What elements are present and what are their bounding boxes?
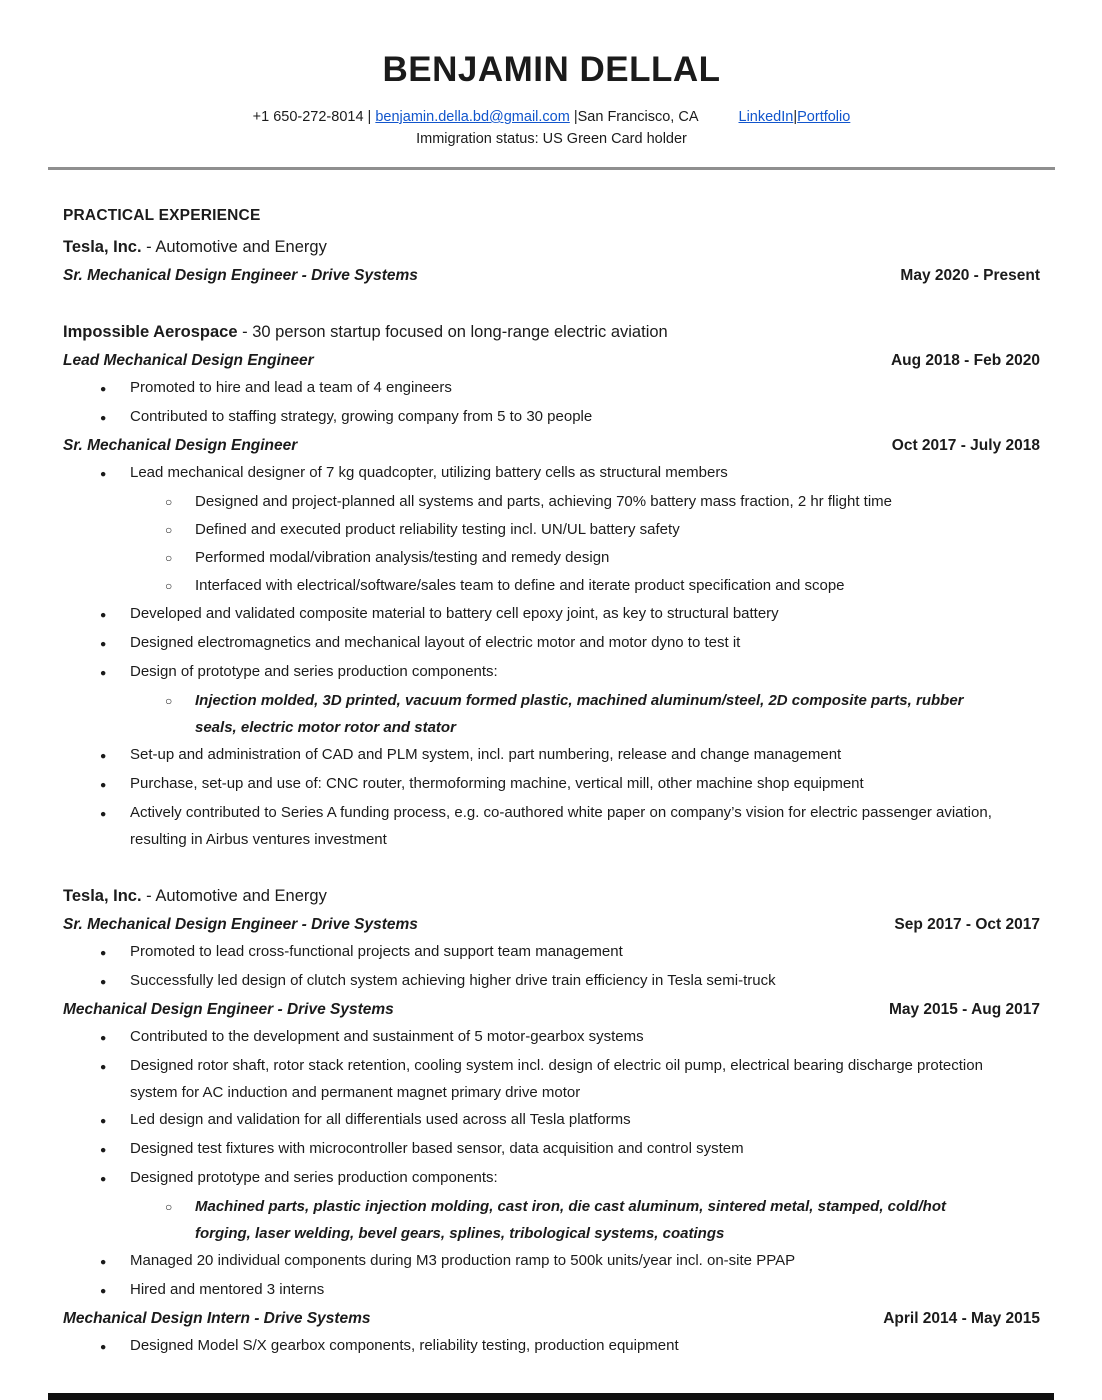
phone: +1 650-272-8014 (252, 109, 364, 125)
header-divider (48, 167, 1055, 170)
company-line (63, 882, 1040, 911)
location: San Francisco, CA (577, 109, 699, 125)
separator: | (793, 109, 798, 125)
contact-line (63, 106, 1040, 128)
bullet-icon: ● (100, 1032, 107, 1044)
bullet-text: Designed rotor shaft, rotor stack retention, cooling system incl. design of electric oil pump, electrical bearing discharge protection system for AC induction and permanent magnet primary drive motor (130, 1057, 983, 1101)
bullet-icon: ● (100, 609, 107, 621)
sub-bullet-item (63, 544, 1040, 572)
bullet-text: Purchase, set-up and use of: CNC router, thermoforming machine, vertical mill, other machine shop equipment (130, 775, 864, 792)
experience-entry-tesla-earlier (63, 882, 1040, 1361)
bullet-text: Promoted to lead cross-functional projects and support team management (130, 943, 623, 960)
bullet-icon: ● (100, 1285, 107, 1297)
bullet-icon: ● (100, 947, 107, 959)
separator: | (569, 109, 578, 125)
bullet-text: Injection molded, 3D printed, vacuum formed plastic, machined aluminum/steel, 2D composite parts, rubber seals, electric motor rotor and stator (195, 692, 964, 736)
email-link[interactable]: benjamin.della.bd@gmail.com (375, 109, 570, 125)
company-line (63, 233, 1040, 262)
role-dates: April 2014 - May 2015 (883, 1310, 1040, 1327)
bullet-icon: ● (100, 808, 107, 820)
role-line (63, 911, 1040, 938)
sub-bullet-item (63, 516, 1040, 544)
sub-bullet-item-emphasis (63, 1193, 1040, 1247)
bullet-item (63, 799, 1040, 853)
role-line (63, 432, 1040, 459)
bullet-item (63, 658, 1040, 687)
bullet-text: Developed and validated composite material to battery cell epoxy joint, as key to structural battery (130, 605, 779, 622)
bullet-text: Hired and mentored 3 interns (130, 1281, 325, 1298)
bullet-item (63, 1332, 1040, 1361)
immigration-status: Immigration status: US Green Card holder (416, 131, 687, 147)
bullet-icon: ● (100, 1144, 107, 1156)
company-desc: - Automotive and Energy (141, 238, 327, 256)
bullet-icon: ● (100, 1256, 107, 1268)
company-name: Tesla, Inc. (63, 887, 142, 905)
bullet-text: Lead mechanical designer of 7 kg quadcopter, utilizing battery cells as structural members (130, 464, 728, 481)
company-line (63, 318, 1040, 347)
bullet-text: Performed modal/vibration analysis/testing and remedy design (195, 549, 610, 566)
bullet-icon: ● (100, 1061, 107, 1073)
role-title: Mechanical Design Engineer - Drive Systems (63, 1001, 394, 1018)
bullet-text: Designed and project-planned all systems and parts, achieving 70% battery mass fraction, 2 hr flight time (195, 493, 893, 510)
bullet-icon: ● (100, 667, 107, 679)
bullet-item (63, 629, 1040, 658)
section-heading-practical-experience: PRACTICAL EXPERIENCE (63, 207, 261, 224)
bullet-text: Design of prototype and series production components: (130, 663, 498, 680)
sub-bullet-icon: ○ (165, 495, 173, 509)
bullet-text: Managed 20 individual components during M3 production ramp to 500k units/year incl. on-site PPAP (130, 1252, 796, 1269)
role-line (63, 1305, 1040, 1332)
sub-bullet-icon: ○ (165, 551, 173, 565)
bullet-text: Designed Model S/X gearbox components, reliability testing, production equipment (130, 1337, 679, 1354)
bullet-item (63, 741, 1040, 770)
bullet-item (63, 1247, 1040, 1276)
bullet-text: Contributed to the development and sustainment of 5 motor-gearbox systems (130, 1028, 644, 1045)
sub-bullet-icon: ○ (165, 1200, 173, 1214)
experience-entry-tesla-current (63, 233, 1040, 289)
bullet-item (63, 1135, 1040, 1164)
bullet-item (63, 1052, 1040, 1106)
bullet-text: Promoted to hire and lead a team of 4 engineers (130, 379, 452, 396)
company-desc: - 30 person startup focused on long-range electric aviation (237, 323, 668, 341)
separator: | (363, 109, 376, 125)
company-name: Impossible Aerospace (63, 323, 238, 341)
portfolio-link[interactable]: Portfolio (797, 109, 851, 125)
role-title: Lead Mechanical Design Engineer (63, 352, 314, 369)
role-line (63, 996, 1040, 1023)
bullet-item (63, 967, 1040, 996)
bullet-item (63, 938, 1040, 967)
bullet-text: Contributed to staffing strategy, growing company from 5 to 30 people (130, 408, 593, 425)
bullet-text: Actively contributed to Series A funding process, e.g. co-authored white paper on company’s vision for electric passenger aviation, resulting in Airbus ventures investment (130, 804, 992, 848)
role-dates: Aug 2018 - Feb 2020 (890, 352, 1040, 369)
role-title: Mechanical Design Intern - Drive Systems (63, 1310, 371, 1327)
sub-bullet-icon: ○ (165, 694, 173, 708)
next-section-edge-bar (48, 1393, 1054, 1400)
bullet-text: Interfaced with electrical/software/sales team to define and iterate product specification and scope (195, 577, 845, 594)
bullet-icon: ● (100, 1115, 107, 1127)
bullet-icon: ● (100, 412, 107, 424)
bullet-text: Led design and validation for all differentials used across all Tesla platforms (130, 1111, 631, 1128)
role-dates: Sep 2017 - Oct 2017 (894, 916, 1040, 933)
role-title: Sr. Mechanical Design Engineer (63, 437, 298, 454)
bullet-item (63, 770, 1040, 799)
sub-bullet-item (63, 488, 1040, 516)
bullet-item (63, 1164, 1040, 1193)
company-desc: - Automotive and Energy (141, 887, 327, 905)
bullet-text: Defined and executed product reliability testing incl. UN/UL battery safety (195, 521, 680, 538)
bullet-text: Machined parts, plastic injection molding, cast iron, die cast aluminum, sintered metal, stamped, cold/hot forging, laser welding, bevel gears, splines, tribological systems, coatings (195, 1198, 946, 1242)
bullet-item (63, 374, 1040, 403)
resume-name: BENJAMIN DELLAL (382, 50, 721, 89)
sub-bullet-icon: ○ (165, 523, 173, 537)
bullet-text: Successfully led design of clutch system achieving higher drive train efficiency in Tesla semi-truck (130, 972, 776, 989)
role-dates: May 2015 - Aug 2017 (888, 1001, 1040, 1018)
resume-page (0, 48, 1102, 1361)
bullet-icon: ● (100, 383, 107, 395)
role-line (63, 347, 1040, 374)
bullet-item (63, 403, 1040, 432)
company-name: Tesla, Inc. (63, 238, 142, 256)
bullet-icon: ● (100, 468, 107, 480)
bullet-icon: ● (100, 779, 107, 791)
sub-bullet-item-emphasis (63, 687, 1040, 741)
sub-bullet-icon: ○ (165, 579, 173, 593)
bullet-text: Set-up and administration of CAD and PLM system, incl. part numbering, release and change management (130, 746, 842, 763)
bullet-item (63, 1106, 1040, 1135)
bullet-text: Designed electromagnetics and mechanical layout of electric motor and motor dyno to test it (130, 634, 741, 651)
linkedin-link[interactable]: LinkedIn (738, 109, 794, 125)
bullet-icon: ● (100, 976, 107, 988)
bullet-item (63, 1276, 1040, 1305)
bullet-text: Designed prototype and series production components: (130, 1169, 498, 1186)
bullet-icon: ● (100, 1173, 107, 1185)
bullet-icon: ● (100, 1341, 107, 1353)
bullet-icon: ● (100, 638, 107, 650)
role-title: Sr. Mechanical Design Engineer - Drive Systems (63, 916, 418, 933)
role-line (63, 262, 1040, 289)
bullet-item (63, 1023, 1040, 1052)
bullet-icon: ● (100, 750, 107, 762)
sub-bullet-item (63, 572, 1040, 600)
role-dates: Oct 2017 - July 2018 (891, 437, 1040, 454)
bullet-item (63, 459, 1040, 488)
role-dates: May 2020 - Present (900, 267, 1040, 284)
experience-entry-impossible-aerospace (63, 318, 1040, 853)
bullet-item (63, 600, 1040, 629)
bullet-text: Designed test fixtures with microcontroller based sensor, data acquisition and control system (130, 1140, 744, 1157)
role-title: Sr. Mechanical Design Engineer - Drive Systems (63, 267, 418, 284)
